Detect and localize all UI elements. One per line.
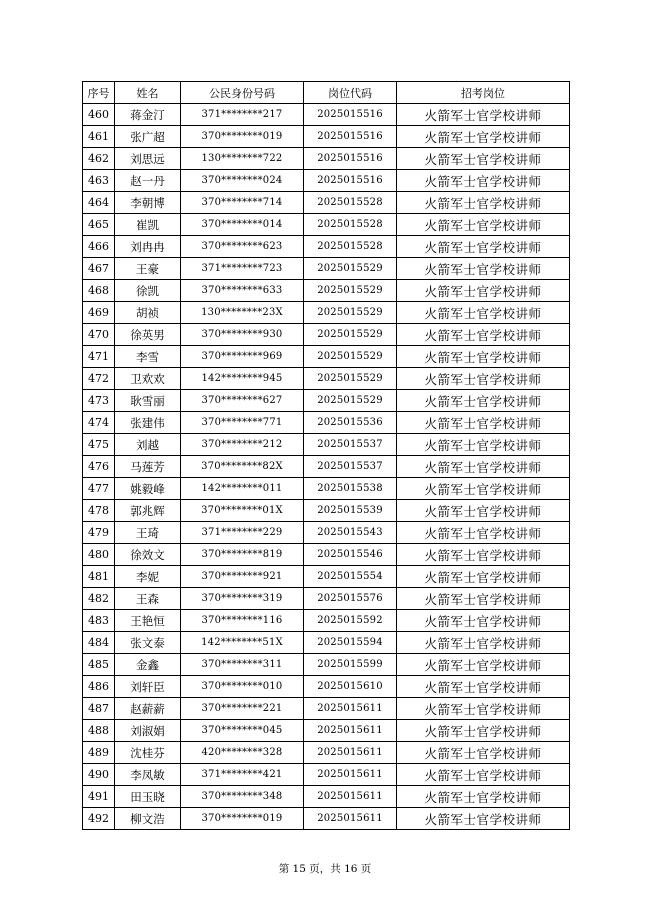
cell-id-number: 370********348 xyxy=(181,786,304,808)
cell-id-number: 370********714 xyxy=(181,192,304,214)
table-row xyxy=(83,544,570,566)
cell-index: 474 xyxy=(83,412,115,434)
cell-id-number: 370********930 xyxy=(181,324,304,346)
table-row xyxy=(83,522,570,544)
cell-post-code: 2025015529 xyxy=(304,390,397,412)
cell-name: 王艳恒 xyxy=(115,610,181,632)
page-footer xyxy=(0,861,650,876)
cell-index: 461 xyxy=(83,126,115,148)
cell-id-number: 370********82X xyxy=(181,456,304,478)
cell-index: 482 xyxy=(83,588,115,610)
cell-index: 484 xyxy=(83,632,115,654)
header-post-code: 岗位代码 xyxy=(304,82,397,104)
cell-index: 473 xyxy=(83,390,115,412)
table-row xyxy=(83,478,570,500)
header-id-number: 公民身份号码 xyxy=(181,82,304,104)
cell-name: 李妮 xyxy=(115,566,181,588)
cell-index: 478 xyxy=(83,500,115,522)
cell-index: 480 xyxy=(83,544,115,566)
cell-post-code: 2025015611 xyxy=(304,786,397,808)
cell-index: 486 xyxy=(83,676,115,698)
cell-post-code: 2025015592 xyxy=(304,610,397,632)
cell-post: 火箭军士官学校讲师 xyxy=(397,742,570,764)
cell-post: 火箭军士官学校讲师 xyxy=(397,412,570,434)
cell-index: 467 xyxy=(83,258,115,280)
cell-post: 火箭军士官学校讲师 xyxy=(397,808,570,830)
cell-index: 469 xyxy=(83,302,115,324)
cell-id-number: 370********010 xyxy=(181,676,304,698)
cell-post-code: 2025015539 xyxy=(304,500,397,522)
cell-id-number: 370********019 xyxy=(181,808,304,830)
table-row xyxy=(83,808,570,830)
cell-post-code: 2025015554 xyxy=(304,566,397,588)
cell-post-code: 2025015536 xyxy=(304,412,397,434)
cell-post-code: 2025015516 xyxy=(304,126,397,148)
cell-index: 460 xyxy=(83,104,115,126)
table-row xyxy=(83,676,570,698)
table-header-row xyxy=(83,82,570,104)
table-row xyxy=(83,214,570,236)
cell-post-code: 2025015529 xyxy=(304,280,397,302)
cell-id-number: 420********328 xyxy=(181,742,304,764)
cell-name: 柳文浩 xyxy=(115,808,181,830)
cell-post: 火箭军士官学校讲师 xyxy=(397,434,570,456)
table-row xyxy=(83,104,570,126)
cell-id-number: 370********819 xyxy=(181,544,304,566)
cell-name: 赵薪薪 xyxy=(115,698,181,720)
cell-name: 李雪 xyxy=(115,346,181,368)
cell-post: 火箭军士官学校讲师 xyxy=(397,500,570,522)
cell-post: 火箭军士官学校讲师 xyxy=(397,324,570,346)
header-post: 招考岗位 xyxy=(397,82,570,104)
cell-index: 472 xyxy=(83,368,115,390)
table-row xyxy=(83,698,570,720)
table-row xyxy=(83,764,570,786)
cell-post: 火箭军士官学校讲师 xyxy=(397,786,570,808)
cell-name: 徐效文 xyxy=(115,544,181,566)
cell-name: 姚毅峰 xyxy=(115,478,181,500)
table-row xyxy=(83,148,570,170)
cell-id-number: 370********771 xyxy=(181,412,304,434)
cell-post: 火箭军士官学校讲师 xyxy=(397,566,570,588)
cell-index: 462 xyxy=(83,148,115,170)
cell-name: 马莲芳 xyxy=(115,456,181,478)
cell-id-number: 370********319 xyxy=(181,588,304,610)
table-row xyxy=(83,302,570,324)
cell-post: 火箭军士官学校讲师 xyxy=(397,764,570,786)
cell-index: 470 xyxy=(83,324,115,346)
table-row xyxy=(83,500,570,522)
cell-id-number: 370********01X xyxy=(181,500,304,522)
cell-post: 火箭军士官学校讲师 xyxy=(397,192,570,214)
table-row xyxy=(83,434,570,456)
table-row xyxy=(83,610,570,632)
cell-post: 火箭军士官学校讲师 xyxy=(397,610,570,632)
cell-post: 火箭军士官学校讲师 xyxy=(397,390,570,412)
cell-post-code: 2025015537 xyxy=(304,456,397,478)
table-row xyxy=(83,654,570,676)
cell-id-number: 371********421 xyxy=(181,764,304,786)
table-row xyxy=(83,126,570,148)
table-body xyxy=(83,104,570,830)
cell-index: 481 xyxy=(83,566,115,588)
cell-post-code: 2025015546 xyxy=(304,544,397,566)
cell-name: 李凤敏 xyxy=(115,764,181,786)
cell-id-number: 371********217 xyxy=(181,104,304,126)
table-row xyxy=(83,236,570,258)
table-row xyxy=(83,742,570,764)
cell-name: 沈桂芬 xyxy=(115,742,181,764)
table-row xyxy=(83,280,570,302)
cell-post: 火箭军士官学校讲师 xyxy=(397,236,570,258)
cell-name: 张文泰 xyxy=(115,632,181,654)
cell-id-number: 371********229 xyxy=(181,522,304,544)
cell-post: 火箭军士官学校讲师 xyxy=(397,346,570,368)
cell-name: 刘淑娟 xyxy=(115,720,181,742)
cell-id-number: 142********51X xyxy=(181,632,304,654)
cell-post: 火箭军士官学校讲师 xyxy=(397,302,570,324)
cell-index: 463 xyxy=(83,170,115,192)
cell-name: 崔凯 xyxy=(115,214,181,236)
cell-index: 489 xyxy=(83,742,115,764)
cell-post-code: 2025015576 xyxy=(304,588,397,610)
cell-name: 徐英男 xyxy=(115,324,181,346)
table-row xyxy=(83,632,570,654)
cell-post-code: 2025015611 xyxy=(304,764,397,786)
cell-post: 火箭军士官学校讲师 xyxy=(397,456,570,478)
cell-name: 刘轩臣 xyxy=(115,676,181,698)
cell-post-code: 2025015611 xyxy=(304,742,397,764)
table-row xyxy=(83,258,570,280)
cell-name: 赵一丹 xyxy=(115,170,181,192)
table-row xyxy=(83,412,570,434)
cell-post-code: 2025015516 xyxy=(304,104,397,126)
cell-id-number: 130********23X xyxy=(181,302,304,324)
cell-index: 477 xyxy=(83,478,115,500)
cell-name: 刘冉冉 xyxy=(115,236,181,258)
cell-post: 火箭军士官学校讲师 xyxy=(397,676,570,698)
table-row xyxy=(83,324,570,346)
cell-index: 490 xyxy=(83,764,115,786)
cell-post: 火箭军士官学校讲师 xyxy=(397,588,570,610)
cell-name: 王森 xyxy=(115,588,181,610)
cell-post-code: 2025015516 xyxy=(304,148,397,170)
cell-id-number: 370********024 xyxy=(181,170,304,192)
cell-index: 483 xyxy=(83,610,115,632)
cell-index: 492 xyxy=(83,808,115,830)
cell-name: 耿雪丽 xyxy=(115,390,181,412)
cell-id-number: 142********945 xyxy=(181,368,304,390)
cell-post-code: 2025015529 xyxy=(304,302,397,324)
cell-post: 火箭军士官学校讲师 xyxy=(397,214,570,236)
cell-index: 471 xyxy=(83,346,115,368)
cell-post-code: 2025015529 xyxy=(304,258,397,280)
cell-index: 476 xyxy=(83,456,115,478)
cell-id-number: 130********722 xyxy=(181,148,304,170)
cell-post: 火箭军士官学校讲师 xyxy=(397,104,570,126)
cell-name: 郭兆辉 xyxy=(115,500,181,522)
cell-post-code: 2025015537 xyxy=(304,434,397,456)
cell-post-code: 2025015529 xyxy=(304,324,397,346)
cell-post-code: 2025015610 xyxy=(304,676,397,698)
table-row xyxy=(83,390,570,412)
cell-name: 金鑫 xyxy=(115,654,181,676)
cell-index: 466 xyxy=(83,236,115,258)
cell-name: 张广超 xyxy=(115,126,181,148)
table-row xyxy=(83,786,570,808)
cell-post-code: 2025015528 xyxy=(304,192,397,214)
table-row xyxy=(83,720,570,742)
cell-id-number: 370********921 xyxy=(181,566,304,588)
cell-post: 火箭军士官学校讲师 xyxy=(397,148,570,170)
cell-post: 火箭军士官学校讲师 xyxy=(397,280,570,302)
cell-post: 火箭军士官学校讲师 xyxy=(397,632,570,654)
cell-index: 465 xyxy=(83,214,115,236)
cell-id-number: 370********045 xyxy=(181,720,304,742)
cell-index: 491 xyxy=(83,786,115,808)
cell-post-code: 2025015611 xyxy=(304,720,397,742)
cell-index: 468 xyxy=(83,280,115,302)
cell-name: 李朝博 xyxy=(115,192,181,214)
cell-index: 479 xyxy=(83,522,115,544)
page-number-text: 第 15 页，共 16 页 xyxy=(278,863,372,875)
cell-post: 火箭军士官学校讲师 xyxy=(397,698,570,720)
cell-name: 王琦 xyxy=(115,522,181,544)
table-row xyxy=(83,170,570,192)
table-row xyxy=(83,588,570,610)
cell-name: 刘思远 xyxy=(115,148,181,170)
cell-post: 火箭军士官学校讲师 xyxy=(397,654,570,676)
cell-name: 胡祯 xyxy=(115,302,181,324)
header-name: 姓名 xyxy=(115,82,181,104)
cell-post: 火箭军士官学校讲师 xyxy=(397,544,570,566)
cell-id-number: 370********623 xyxy=(181,236,304,258)
cell-index: 475 xyxy=(83,434,115,456)
table-row xyxy=(83,368,570,390)
cell-post-code: 2025015529 xyxy=(304,368,397,390)
cell-id-number: 370********116 xyxy=(181,610,304,632)
cell-post: 火箭军士官学校讲师 xyxy=(397,522,570,544)
cell-name: 蒋金汀 xyxy=(115,104,181,126)
roster-table xyxy=(82,81,570,830)
cell-id-number: 371********723 xyxy=(181,258,304,280)
cell-name: 刘越 xyxy=(115,434,181,456)
cell-index: 464 xyxy=(83,192,115,214)
cell-post-code: 2025015538 xyxy=(304,478,397,500)
cell-post: 火箭军士官学校讲师 xyxy=(397,368,570,390)
cell-post: 火箭军士官学校讲师 xyxy=(397,478,570,500)
cell-post: 火箭军士官学校讲师 xyxy=(397,720,570,742)
cell-name: 田玉晓 xyxy=(115,786,181,808)
cell-post: 火箭军士官学校讲师 xyxy=(397,126,570,148)
cell-post-code: 2025015529 xyxy=(304,346,397,368)
cell-name: 张建伟 xyxy=(115,412,181,434)
cell-post-code: 2025015611 xyxy=(304,698,397,720)
cell-name: 卫欢欢 xyxy=(115,368,181,390)
header-index: 序号 xyxy=(83,82,115,104)
cell-id-number: 370********212 xyxy=(181,434,304,456)
table-row xyxy=(83,346,570,368)
cell-post-code: 2025015594 xyxy=(304,632,397,654)
cell-id-number: 370********969 xyxy=(181,346,304,368)
cell-name: 徐凯 xyxy=(115,280,181,302)
cell-post-code: 2025015599 xyxy=(304,654,397,676)
table-row xyxy=(83,566,570,588)
cell-id-number: 370********014 xyxy=(181,214,304,236)
cell-name: 王豪 xyxy=(115,258,181,280)
cell-post-code: 2025015528 xyxy=(304,214,397,236)
table-row xyxy=(83,192,570,214)
cell-post: 火箭军士官学校讲师 xyxy=(397,258,570,280)
cell-post: 火箭军士官学校讲师 xyxy=(397,170,570,192)
cell-id-number: 142********011 xyxy=(181,478,304,500)
cell-post-code: 2025015528 xyxy=(304,236,397,258)
cell-id-number: 370********633 xyxy=(181,280,304,302)
cell-id-number: 370********221 xyxy=(181,698,304,720)
cell-post-code: 2025015543 xyxy=(304,522,397,544)
cell-id-number: 370********627 xyxy=(181,390,304,412)
cell-id-number: 370********019 xyxy=(181,126,304,148)
table-row xyxy=(83,456,570,478)
cell-index: 485 xyxy=(83,654,115,676)
cell-post-code: 2025015611 xyxy=(304,808,397,830)
cell-index: 488 xyxy=(83,720,115,742)
cell-id-number: 370********311 xyxy=(181,654,304,676)
cell-index: 487 xyxy=(83,698,115,720)
cell-post-code: 2025015516 xyxy=(304,170,397,192)
